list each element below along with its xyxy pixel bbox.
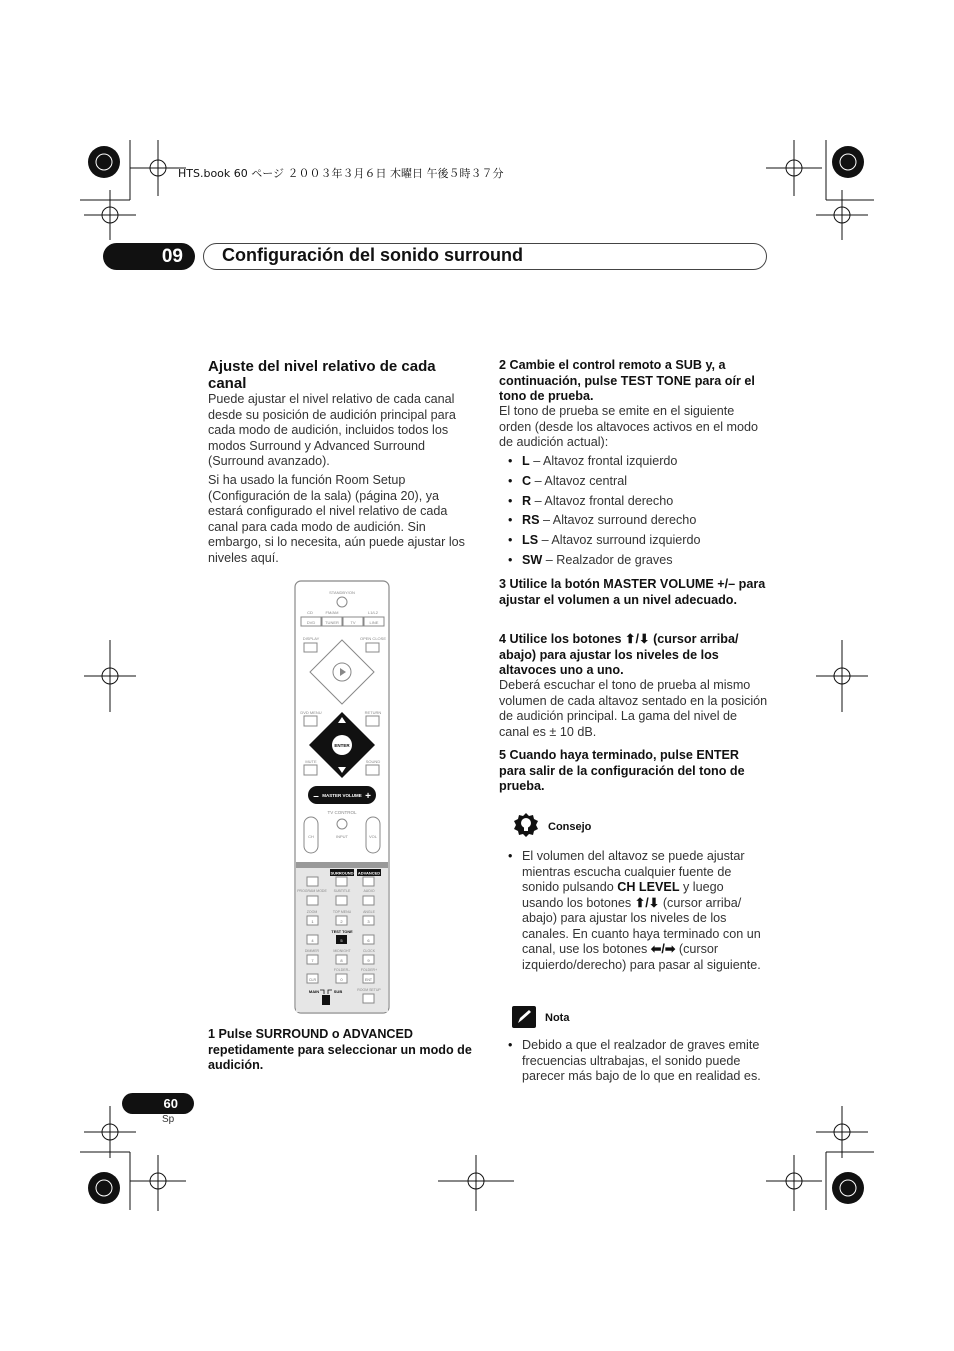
remote-digit-6: 6 <box>367 938 370 943</box>
remote-advanced-label: ADVANCED <box>357 870 381 876</box>
intro-paragraph-2: Si ha usado la función Room Setup (Configuración de la sala) (página 20), ya estará configurado el nivel relativo de cada canal para cada modo de audición. Sin embargo, si lo necesita, aún puede ajustar los niveles aquí. <box>208 473 465 565</box>
remote-switch-sub: SUB <box>333 989 343 994</box>
up-down-arrows-icon: ⬆/⬇ <box>624 632 650 646</box>
step-5: 5 Cuando haya terminado, pulse ENTER para salir de la configuración del tono de prueba. <box>499 748 745 793</box>
remote-control-illustration <box>294 580 390 1014</box>
remote-digit-1: 1 <box>311 919 314 924</box>
up-down-arrows-icon: ⬆/⬇ <box>634 895 660 910</box>
svg-text:–: – <box>313 791 319 802</box>
remote-enter-label: ENTER <box>334 743 350 748</box>
step-2-title: 2 Cambie el control remoto a SUB y, a continuación, pulse TEST TONE para oír el tono de prueba. <box>499 358 755 403</box>
tip-label: Consejo <box>548 821 592 833</box>
remote-src-cd: CD <box>307 610 313 615</box>
page-language: Sp <box>162 1114 175 1125</box>
remote-btn-tv: TV <box>350 620 356 625</box>
svg-text:+: + <box>365 791 371 802</box>
tip-item: • El volumen del altavoz se puede ajustar mientras escucha cualquier fuente de sonido pulsando CH LEVEL y luego usando los botones ⬆/⬇ (cursor arriba/ abajo) para ajustar los niveles de los canales. En cuanto haya terminado con un canal, use los botones ⬅/➡ (cursor izquierdo/derecho) para pasar al siguiente. <box>508 849 764 973</box>
remote-fn-clock: CLOCK <box>362 949 376 953</box>
remote-input-label: INPUT <box>336 834 348 839</box>
remote-src-fmam: FM/AM <box>325 610 339 615</box>
remote-fn-dimmer: DIMMER <box>304 949 320 953</box>
remote-digit-8: 8 <box>340 958 343 963</box>
remote-btn-line: LINE <box>369 620 379 625</box>
remote-fn-folder-minus: FOLDER– <box>333 968 351 972</box>
note-label: Nota <box>545 1012 570 1024</box>
remote-standby-label: STANDBY/ON <box>329 590 355 595</box>
remote-digit-3: 3 <box>367 919 370 924</box>
remote-mute-label: MUTE <box>305 759 317 764</box>
remote-digit-9: 9 <box>367 958 370 963</box>
speaker-order-list <box>508 454 770 573</box>
note-list <box>508 1038 770 1085</box>
remote-digit-7: 7 <box>311 958 314 963</box>
step-3: 3 Utilice la botón MASTER VOLUME +/– para ajustar el volumen a un nivel adecuado. <box>499 577 766 607</box>
remote-return-label: RETURN <box>364 710 382 715</box>
remote-dvdmenu-label: DVD MENU <box>300 710 322 715</box>
remote-fn-folder-plus: FOLDER+ <box>360 968 378 972</box>
remote-fn-zoom: ZOOM <box>306 910 318 914</box>
speaker-item: • SW – Realzador de graves <box>508 553 770 569</box>
remote-digit-0: 0 <box>340 977 343 982</box>
intro-paragraph-1: Puede ajustar el nivel relativo de cada canal desde su posición de audición principal para cada modo de audición, incluidos todos los modos Surround y Advanced Surround (Surround avanzado). <box>208 392 456 468</box>
speaker-item: • LS – Altavoz surround izquierdo <box>508 533 770 549</box>
note-item: • Debido a que el realzador de graves emite frecuencias ultrabajas, el sonido puede parecer más bajo de lo que en realidad es. <box>508 1038 770 1085</box>
remote-fn-top-menu: TOP MENU <box>332 910 352 914</box>
step-2-body: El tono de prueba se emite en el siguiente orden (desde los altavoces activos en el modo de audición actual): <box>499 404 759 449</box>
tip-list <box>508 849 764 973</box>
page-number: 60 <box>122 1093 194 1114</box>
remote-src-l1l2: L1/L2 <box>367 610 379 615</box>
remote-fn-subtitle: SUBTITLE <box>333 889 351 893</box>
speaker-item: • R – Altavoz frontal derecho <box>508 494 770 510</box>
step-1: 1 Pulse SURROUND o ADVANCED repetidamente para seleccionar un modo de audición. <box>208 1027 472 1072</box>
remote-digit-ent: ENT <box>365 978 372 982</box>
remote-fn-midnight: MIDNIGHT <box>333 949 351 953</box>
pencil-note-icon <box>512 1006 536 1028</box>
remote-digit-5: 5 <box>340 938 343 943</box>
remote-switch-main: MAIN <box>308 989 320 994</box>
remote-fn-audio: AUDIO <box>363 889 375 893</box>
print-info-line: HTS.book 60 ページ ２００３年３月６日 木曜日 午後５時３７分 <box>178 167 504 180</box>
lightbulb-tip-icon <box>512 812 540 840</box>
remote-vol-label: VOL <box>368 834 378 839</box>
remote-tv-control-label: TV CONTROL <box>327 810 357 815</box>
remote-fn-program-mode: PROGRAM MODE <box>297 889 327 893</box>
speaker-item: • C – Altavoz central <box>508 474 770 490</box>
remote-digit-2: 2 <box>340 919 343 924</box>
remote-sound-label: SOUND <box>365 759 381 764</box>
remote-fn-room-setup: ROOM SETUP <box>357 988 381 992</box>
remote-display-label: DISPLAY <box>302 636 320 641</box>
remote-btn-tuner: TUNER <box>325 620 339 625</box>
remote-btn-dvd: DVD <box>306 620 316 625</box>
remote-openclose-label: OPEN CLOSE <box>359 636 387 641</box>
remote-fn-angle: ANGLE <box>363 910 375 914</box>
remote-fn-test-tone: TEST TONE <box>331 930 353 934</box>
chapter-title: Configuración del sonido surround <box>222 245 523 265</box>
chapter-number: 09 <box>103 243 195 270</box>
speaker-item: • RS – Altavoz surround derecho <box>508 513 770 529</box>
speaker-item: • L – Altavoz frontal izquierdo <box>508 454 770 470</box>
section-title: Ajuste del nivel relativo de cada canal <box>208 358 436 392</box>
remote-digit-4: 4 <box>311 938 314 943</box>
step-4-title: 4 Utilice los botones ⬆/⬇ (cursor arriba/ abajo) para ajustar los niveles de los altavoces uno a uno. <box>499 632 739 677</box>
remote-ch-label: CH <box>308 834 314 839</box>
remote-master-volume-label: MASTER VOLUME <box>322 793 362 798</box>
left-right-arrows-icon: ⬅/➡ <box>650 942 676 956</box>
remote-digit-clr: CLR <box>308 978 317 982</box>
step-4-body: Deberá escuchar el tono de prueba al mismo volumen de cada altavoz sentado en la posición de audición principal. La gama del nivel de canal es ± 10 dB. <box>499 678 768 739</box>
remote-surround-label: SURROUND <box>330 870 354 876</box>
